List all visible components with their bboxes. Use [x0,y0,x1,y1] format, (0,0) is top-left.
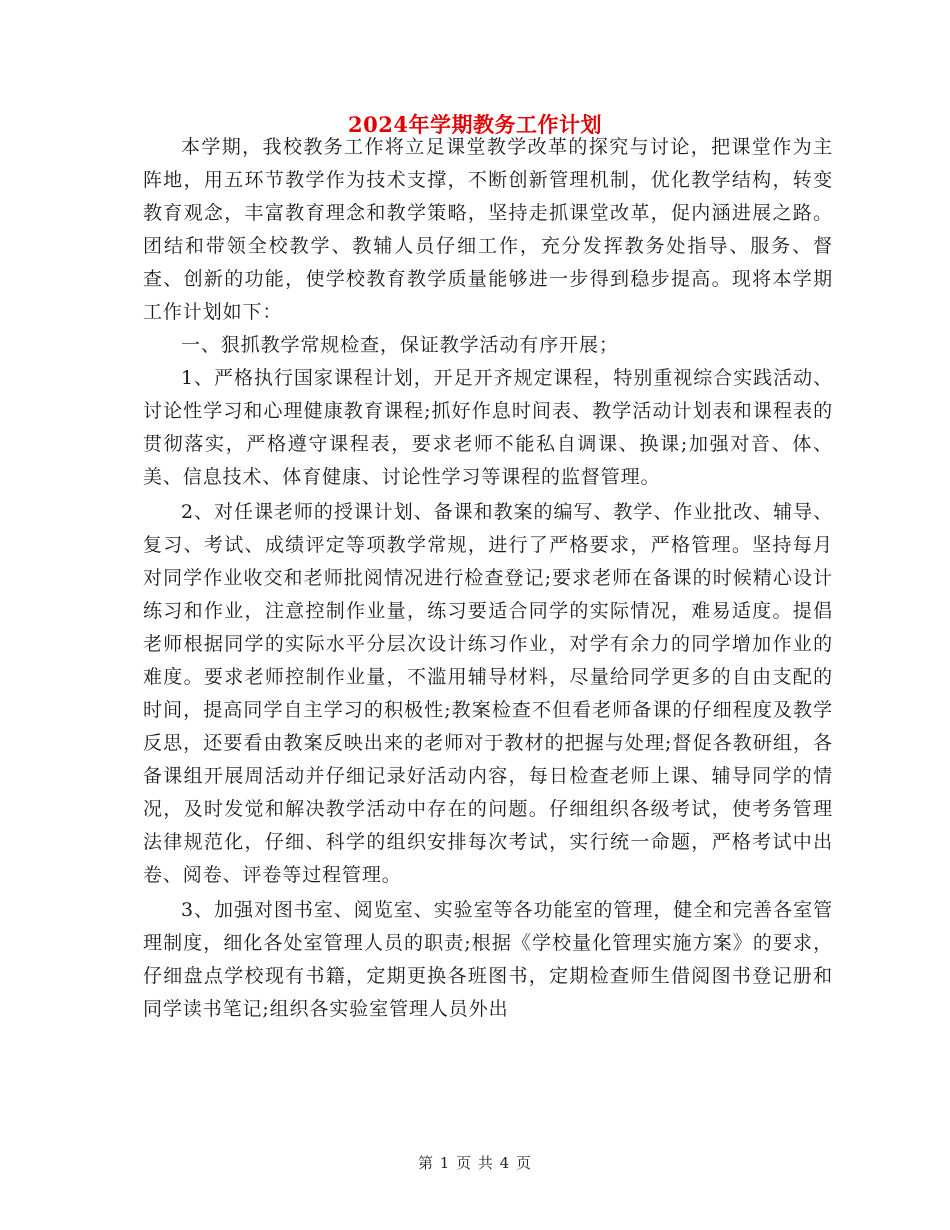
document-title: 2024年学期教务工作计划 [348,112,602,137]
paragraph-item-1: 1、严格执行国家课程计划，开足开齐规定课程，特别重视综合实践活动、讨论性学习和心理健康教育课程;抓好作息时间表、教学活动计划表和课程表的贯彻落实，严格遵守课程表，要求老师不能私自调课、换课;加强对音、体、美、信息技术、体育健康、讨论性学习等课程的监督管理。 [143,367,833,488]
page-footer: 第 1 页 共 4 页 [418,1154,532,1172]
document-body [143,131,833,1026]
paragraph-section-heading: 一、狠抓教学常规检查，保证教学活动有序开展； [181,334,619,356]
paragraph-item-2: 2、对任课老师的授课计划、备课和教案的编写、教学、作业批改、辅导、复习、考试、成绩评定等项教学常规，进行了严格要求，严格管理。坚持每月对同学作业收交和老师批阅情况进行检查登记;要求老师在备课的时候精心设计练习和作业，注意控制作业量，练习要适合同学的实际情况，难易适度。提倡老师根据同学的实际水平分层次设计练习作业，对学有余力的同学增加作业的难度。要求老师控制作业量，不滥用辅导材料，尽量给同学更多的自由支配的时间，提高同学自主学习的积极性;教案检查不但看老师备课的仔细程度及教学反思，还要看由教案反映出来的老师对于教材的把握与处理;督促各教研组，各备课组开展周活动并仔细记录好活动内容，每日检查老师上课、辅导同学的情况，及时发觉和解决教学活动中存在的问题。仔细组织各级考试，使考务管理法律规范化，仔细、科学的组织安排每次考试，实行统一命题，严格考试中出卷、阅卷、评卷等过程管理。 [143,501,833,886]
paragraph-item-3: 3、加强对图书室、阅览室、实验室等各功能室的管理，健全和完善各室管理制度，细化各处室管理人员的职责;根据《学校量化管理实施方案》的要求，仔细盘点学校现有书籍，定期更换各班图书，定期检查师生借阅图书登记册和同学读书笔记;组织各实验室管理人员外出 [143,899,833,1020]
paragraph-intro: 本学期，我校教务工作将立足课堂教学改革的探究与讨论，把课堂作为主阵地，用五环节教学作为技术支撑，不断创新管理机制，优化教学结构，转变教育观念，丰富教育理念和教学策略，坚持走抓课堂改革，促内涵进展之路。团结和带领全校教学、教辅人员仔细工作，充分发挥教务处指导、服务、督查、创新的功能，使学校教育教学质量能够进一步得到稳步提高。现将本学期工作计划如下： [143,136,833,323]
